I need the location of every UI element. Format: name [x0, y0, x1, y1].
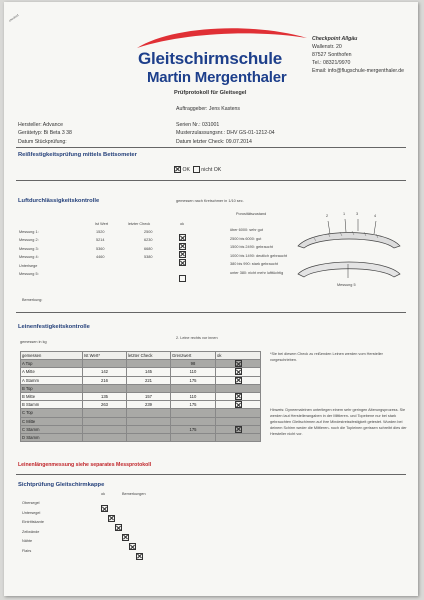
canopy-item-ok-checkbox[interactable]: [108, 515, 115, 522]
lines-unit: gemessen in kg: [20, 340, 47, 344]
air-test-title: Luftdurchlässigkeitskontrolle: [18, 198, 100, 204]
table-cell-ok: [216, 368, 261, 376]
air-row-ok-checkbox[interactable]: [179, 275, 186, 282]
table-cell: [171, 433, 216, 441]
table-cell: 145: [127, 368, 171, 376]
table-cell: 142: [83, 368, 127, 376]
air-col-ok: ok: [180, 222, 185, 226]
client: Auftraggeber: Jens Kastens: [176, 106, 241, 112]
line-ok-checkbox[interactable]: [235, 426, 242, 433]
serial-number: Serien Nr.: 031001: [176, 122, 220, 128]
table-cell-ok: [216, 409, 261, 417]
line-length-note: Leinenlängenmessung siehe separates Messprotokoll: [18, 462, 152, 468]
table-cell: B Top: [21, 384, 83, 392]
measure5-label: Messung 5: [337, 283, 356, 287]
table-cell: 157: [127, 392, 171, 400]
air-row-ok-checkbox[interactable]: [179, 243, 186, 250]
air-row: [4, 272, 39, 290]
device-type: Gerätetyp: Bi Beta 3 38: [18, 130, 72, 136]
table-cell: C Top: [21, 409, 83, 417]
table-cell: 135: [83, 392, 127, 400]
air-row-ist: 5214: [96, 238, 105, 243]
table-cell-ok: [216, 384, 261, 392]
table-row: [21, 401, 261, 409]
canopy-col-ok: ok: [101, 492, 106, 496]
table-cell: [127, 433, 171, 441]
table-cell: [171, 384, 216, 392]
air-row-ist: 1520: [96, 230, 105, 234]
table-cell: [83, 384, 127, 392]
last-check: Datum letzter Check: 09.07.2014: [176, 139, 252, 145]
scale-item: unter 380: nicht mehr lufttüchtig: [230, 270, 284, 275]
col-header: letzter Check: [127, 352, 171, 360]
point-label: 4: [374, 214, 377, 218]
line-ok-checkbox[interactable]: [235, 401, 242, 408]
col-header: ok: [216, 352, 261, 360]
table-cell: [127, 360, 171, 368]
table-cell: [171, 409, 216, 417]
table-cell: 221: [127, 376, 171, 384]
lines-note: 2. Leine rechts vor innen: [176, 336, 218, 340]
air-row-label: Messung 4:: [19, 255, 39, 260]
canopy-item-ok-checkbox[interactable]: [115, 524, 122, 531]
canopy-item-label: Eintrittskante: [22, 520, 44, 524]
lines-side-note-1: *Sie bei diesem Check zu reißenden Leinen werden vom Hersteller vorgeschrieben.: [270, 352, 383, 362]
tear-ok-checkbox[interactable]: [174, 166, 181, 173]
line-strength-table: [20, 351, 261, 442]
table-row: [21, 360, 261, 368]
document-title: Prüfprotokoll für Gleitsegel: [174, 90, 247, 96]
address-street: Wallenstr. 20: [312, 44, 342, 50]
porosity-title: Porositätszustand: [236, 212, 267, 216]
lines-test-title: Leinenfestigkeitskontrolle: [18, 324, 90, 330]
table-cell: D Stamm: [21, 433, 83, 441]
scale-item: 2500 bis 6000: gut: [230, 236, 262, 241]
table-cell: [127, 425, 171, 433]
air-row-label: Unterlsege: [19, 263, 38, 268]
divider: [16, 474, 406, 475]
air-row-label: Messung 3:: [19, 246, 39, 251]
table-cell: [127, 384, 171, 392]
address-email: Email: info@flugschule-mergenthaler.de: [312, 68, 405, 74]
canopy-col-remarks: Bemerkungen: [122, 492, 146, 496]
table-cell: [83, 417, 127, 425]
table-cell: 175: [171, 376, 216, 384]
air-col-ist: Ist Wert: [95, 222, 109, 226]
table-row: [21, 368, 261, 376]
date-label: Datum Stückprüfung:: [18, 139, 67, 145]
table-cell: [127, 417, 171, 425]
table-cell: [171, 417, 216, 425]
table-cell-ok: [216, 417, 261, 425]
scale-item: 1000 bis 1490: deutlich gebraucht: [230, 253, 287, 258]
table-cell: [83, 433, 127, 441]
air-row-ist: 4460: [96, 255, 105, 260]
table-row: [21, 376, 261, 384]
logo-swoosh: [132, 22, 312, 52]
table-row: [21, 392, 261, 400]
scale-item: über 6000: sehr gut: [230, 228, 263, 232]
table-cell: C Mitte: [21, 417, 83, 425]
table-cell: [83, 425, 127, 433]
protocol-sheet: [4, 2, 418, 596]
table-cell-ok: [216, 376, 261, 384]
table-row: [21, 433, 261, 441]
divider: [16, 147, 406, 148]
table-cell: B Mitte: [21, 392, 83, 400]
air-row-ist: 5360: [96, 246, 105, 251]
canopy-item-label: Nähte: [22, 539, 33, 543]
address-city: 87527 Sonthofen: [312, 52, 352, 58]
divider: [16, 312, 406, 313]
table-cell: 239: [127, 401, 171, 409]
divider: [16, 180, 406, 181]
air-row-last: 6230: [144, 238, 153, 243]
canopy-item-ok-checkbox[interactable]: [101, 505, 108, 512]
air-row-ok-checkbox[interactable]: [179, 251, 186, 258]
scale-item: 1500 bis 2490: gebraucht: [230, 245, 273, 250]
table-cell: 110: [171, 392, 216, 400]
table-cell: 216: [83, 376, 127, 384]
table-cell-ok: [216, 401, 261, 409]
point-label: 3: [356, 212, 359, 216]
lines-side-note-2: Hinweis: Dyneemaleinen unterliegen einem sehr geringen Alterungsprozess. Sie werden laut Herstellerangaben in der Mittleren- und Topebene nur bei stark gebrauchten Gleitschirmen auf ihre Mindestreissfestigkeit getestet. Wurden bei deinem Schirm weder die Mittleren- noch die Topleinen gerissen schreibt dies der Hersteller nicht vor.: [270, 408, 407, 436]
table-cell: 175: [171, 401, 216, 409]
table-cell: 175: [171, 425, 216, 433]
air-row-last: 2500: [144, 230, 153, 234]
tear-not-ok-label: nicht OK: [201, 166, 222, 173]
table-row: [21, 425, 261, 433]
air-row-last: 6680: [144, 246, 153, 251]
tear-ok-group: [174, 166, 221, 173]
line-ok-checkbox[interactable]: [235, 368, 242, 375]
tear-ok-label: OK: [182, 166, 190, 173]
table-cell: [83, 360, 127, 368]
table-cell: [83, 409, 127, 417]
table-cell: C Stamm: [21, 425, 83, 433]
air-row-ok-checkbox[interactable]: [179, 259, 186, 266]
table-cell-ok: [216, 392, 261, 400]
scale-item: 380 bis 990: stark gebraucht: [230, 262, 278, 267]
table-row: [21, 384, 261, 392]
col-header: Grenzwert: [171, 352, 216, 360]
table-cell: A Top: [21, 360, 83, 368]
table-cell-ok: [216, 425, 261, 433]
line-ok-checkbox[interactable]: [235, 360, 242, 367]
line-ok-checkbox[interactable]: [235, 393, 242, 400]
canopy-item-label: Obersegel: [22, 501, 40, 505]
table-cell: B Stamm: [21, 401, 83, 409]
manufacturer: Hersteller: Advance: [18, 122, 63, 128]
canopy-item-ok-checkbox[interactable]: [129, 543, 136, 550]
line-ok-checkbox[interactable]: [235, 377, 242, 384]
table-row: [21, 417, 261, 425]
porosity-scale: [230, 228, 287, 280]
table-cell: 263: [83, 401, 127, 409]
table-cell: 98: [171, 360, 216, 368]
table-cell: 110: [171, 368, 216, 376]
glider-sketch-bottom: [294, 254, 404, 280]
table-row: [21, 409, 261, 417]
col-header: gemessen: [21, 352, 83, 360]
glider-sketch-top: [294, 216, 404, 250]
canopy-item-ok-checkbox[interactable]: [122, 534, 129, 541]
address-tel: Tel.: 08321/9970: [312, 60, 351, 66]
tear-test-title: Reißfestigkeitsprüfung mittels Bettsometer: [18, 152, 137, 158]
air-unit-note: gemessen nach Kretschmer in 1/10 sec.: [176, 199, 244, 203]
air-row-label: Messung 5:: [19, 272, 39, 276]
table-cell: A Stamm: [21, 376, 83, 384]
logo-line-1: Gleitschirmschule: [138, 49, 282, 68]
canopy-item-label: Zellwände: [22, 529, 40, 534]
approval-number: Musterzulassungsnr.: DHV GS-01-1212-04: [176, 130, 275, 136]
col-header: Ist Wert*: [83, 352, 127, 360]
air-row-ok-checkbox[interactable]: [179, 234, 186, 241]
logo-line-2: Martin Mergenthaler: [147, 69, 287, 86]
canopy-item-label: Flairs: [22, 548, 32, 553]
remarks-label: Bemerkung:: [22, 298, 43, 302]
table-cell: A Mitte: [21, 368, 83, 376]
address-name: Checkpoint Allgäu: [312, 36, 358, 42]
tear-not-ok-checkbox[interactable]: [193, 166, 200, 173]
canopy-title: Sichtprüfung Gleitschirmkappe: [18, 482, 105, 488]
point-label: 1: [343, 212, 346, 216]
table-cell-ok: [216, 433, 261, 441]
canopy-item-ok-checkbox[interactable]: [136, 553, 143, 560]
table-cell-ok: [216, 360, 261, 368]
air-row-label: Messung 1:: [19, 230, 39, 234]
air-row-last: 5380: [144, 255, 153, 260]
air-row-label: Messung 2:: [19, 238, 39, 243]
canopy-item-label: Untersegel: [22, 510, 41, 515]
corner-stamp: checked: [7, 13, 20, 23]
air-col-last: letzter Check: [128, 222, 151, 226]
table-cell: [127, 409, 171, 417]
point-label: 2: [326, 214, 329, 218]
